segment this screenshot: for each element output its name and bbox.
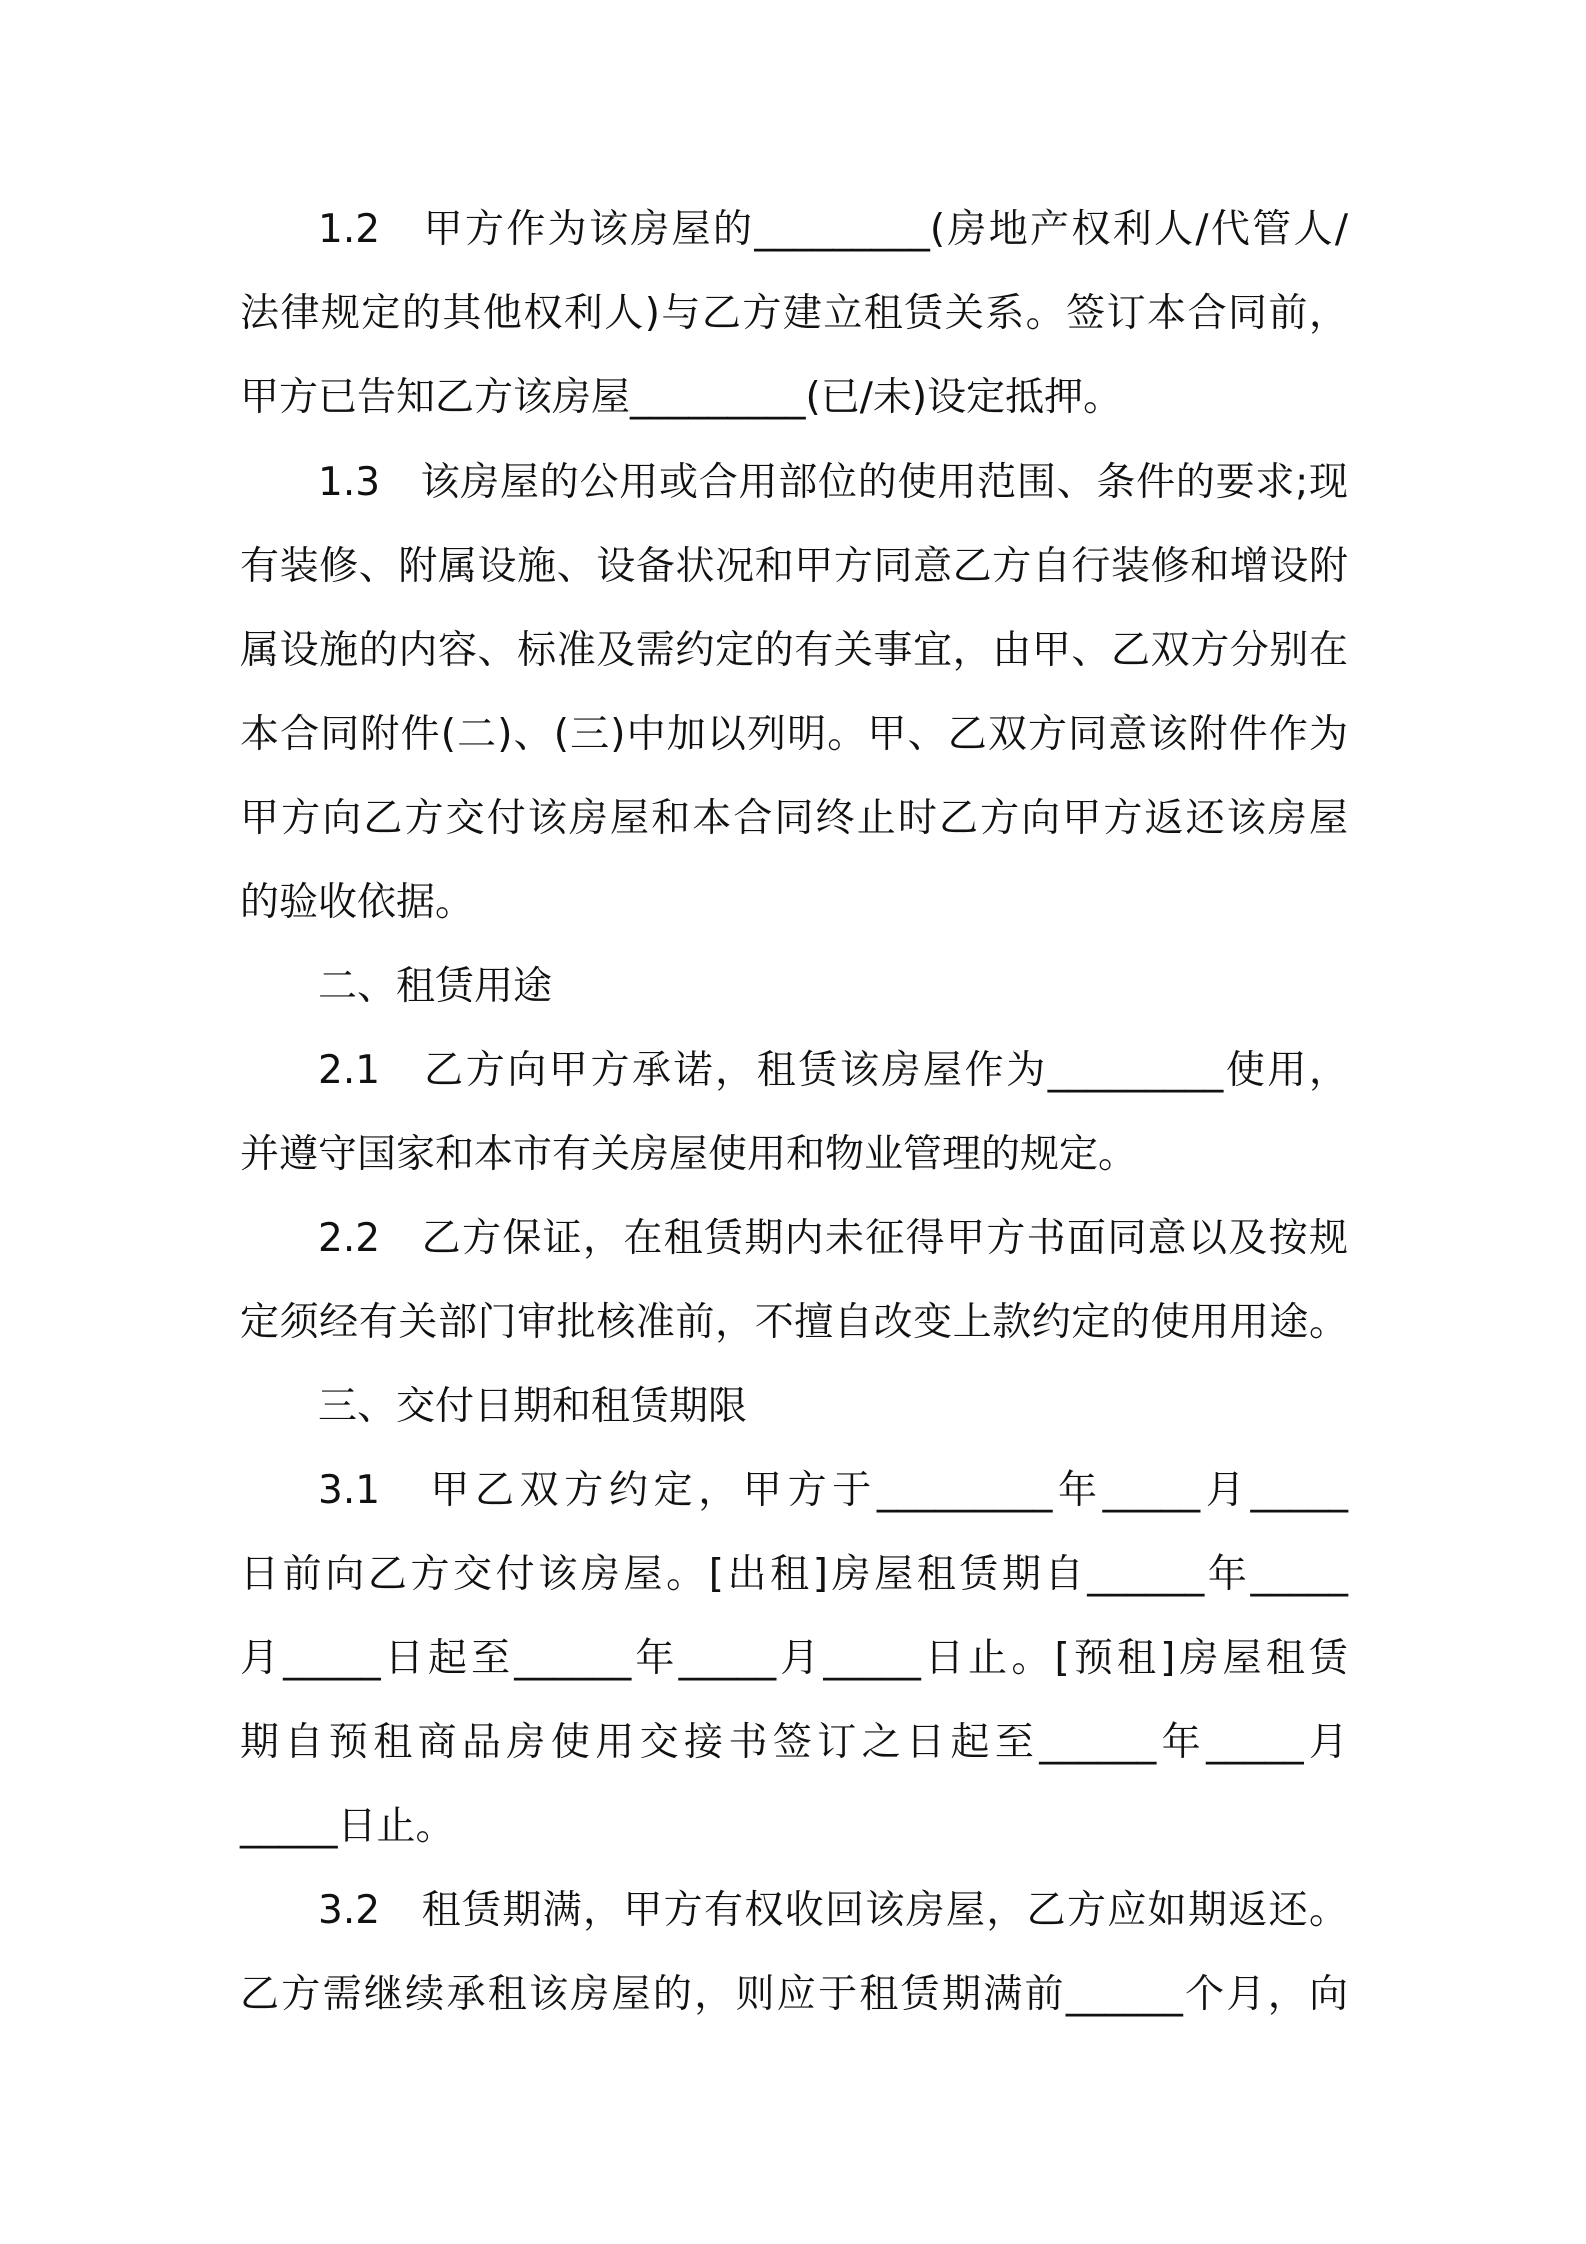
section-3-heading: 三、交付日期和租赁期限 bbox=[318, 1384, 748, 1429]
clause-3-2-line-1: 3.2 租赁期满，甲方有权收回该房屋，乙方应如期返还。 bbox=[318, 1888, 1348, 1933]
clause-1-3-line-3: 属设施的内容、标准及需约定的有关事宜，由甲、乙双方分别在 bbox=[240, 628, 1348, 673]
clause-3-1-line-1: 3.1 甲乙双方约定，甲方于_________年_____月_____ bbox=[318, 1468, 1348, 1513]
clause-1-3-line-5: 甲方向乙方交付该房屋和本合同终止时乙方向甲方返还该房屋 bbox=[240, 796, 1348, 841]
clause-3-1-line-2: 日前向乙方交付该房屋。[出租]房屋租赁期自______年_____ bbox=[240, 1552, 1348, 1597]
clause-1-3-line-4: 本合同附件(二)、(三)中加以列明。甲、乙双方同意该附件作为 bbox=[240, 712, 1348, 757]
clause-3-1-line-3: 月_____日起至______年_____月_____日止。[预租]房屋租赁 bbox=[240, 1636, 1348, 1681]
clause-2-2-line-1: 2.2 乙方保证，在租赁期内未征得甲方书面同意以及按规 bbox=[318, 1216, 1348, 1261]
clause-3-1-line-4: 期自预租商品房使用交接书签订之日起至______年_____月 bbox=[240, 1720, 1348, 1765]
clause-1-3-line-6: 的验收依据。 bbox=[240, 880, 475, 925]
section-2-heading: 二、租赁用途 bbox=[318, 964, 553, 1009]
clause-1-2-line-1: 1.2 甲方作为该房屋的_________(房地产权利人/代管人/ bbox=[318, 207, 1348, 252]
clause-1-2-line-3: 甲方已告知乙方该房屋_________(已/未)设定抵押。 bbox=[240, 375, 1123, 420]
clause-2-2-line-2: 定须经有关部门审批核准前，不擅自改变上款约定的使用用途。 bbox=[240, 1300, 1348, 1345]
clause-1-3-line-2: 有装修、附属设施、设备状况和甲方同意乙方自行装修和增设附 bbox=[240, 544, 1348, 589]
clause-3-1-line-5: _____日止。 bbox=[240, 1804, 455, 1849]
clause-2-1-line-2: 并遵守国家和本市有关房屋使用和物业管理的规定。 bbox=[240, 1132, 1138, 1177]
clause-2-1-line-1: 2.1 乙方向甲方承诺，租赁该房屋作为_________使用， bbox=[318, 1048, 1348, 1093]
clause-3-2-line-2: 乙方需继续承租该房屋的，则应于租赁期满前______个月，向 bbox=[240, 1972, 1348, 2017]
clause-1-3-line-1: 1.3 该房屋的公用或合用部位的使用范围、条件的要求;现 bbox=[318, 460, 1348, 505]
clause-1-2-line-2: 法律规定的其他权利人)与乙方建立租赁关系。签订本合同前， bbox=[240, 291, 1348, 336]
